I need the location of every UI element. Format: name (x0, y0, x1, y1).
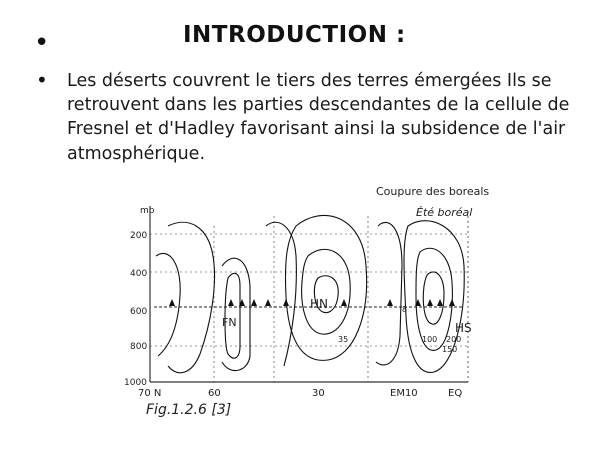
x-tick-70n: 70 N (138, 388, 162, 399)
label-hs: HS (455, 321, 472, 335)
x-tick-eq: EQ (448, 388, 463, 399)
label-8: 8 (402, 305, 408, 314)
meridional-circulation-figure (118, 186, 496, 422)
y-tick-800: 800 (130, 342, 148, 352)
y-tick-600: 600 (130, 307, 148, 317)
paragraph-bullet: • (36, 68, 48, 92)
y-tick-200: 200 (130, 231, 148, 241)
label-fn: FN (222, 316, 237, 329)
intro-paragraph: Les déserts couvrent le tiers des terres émergées Ils se retrouvent dans les parties descendantes de la cellule de Fresnel et d'Hadley favorisant ainsi la subsidence de l'air atmosphérique. (67, 71, 570, 164)
season-label: Été boréal (416, 206, 473, 219)
contour-lines (156, 215, 464, 372)
x-tick-em10: EM10 (390, 388, 418, 399)
label-200: 200 (446, 335, 462, 344)
figure-frame (150, 206, 468, 382)
figure-svg (118, 186, 496, 422)
figure-top-text: Coupure des boreals (376, 186, 490, 198)
page-title: INTRODUCTION : (183, 22, 406, 48)
figure-caption: Fig.1.2.6 [3] (146, 402, 232, 418)
y-tick-400: 400 (130, 269, 148, 279)
y-axis-unit: mb (140, 206, 155, 216)
x-tick-30: 30 (312, 388, 325, 399)
title-bullet: • (34, 28, 50, 58)
x-tick-60: 60 (208, 388, 221, 399)
label-35: 35 (338, 335, 349, 344)
label-100: 100 (422, 335, 438, 344)
label-150: 150 (442, 345, 458, 354)
label-hn: HN (310, 297, 328, 311)
y-tick-1000: 1000 (124, 378, 147, 388)
